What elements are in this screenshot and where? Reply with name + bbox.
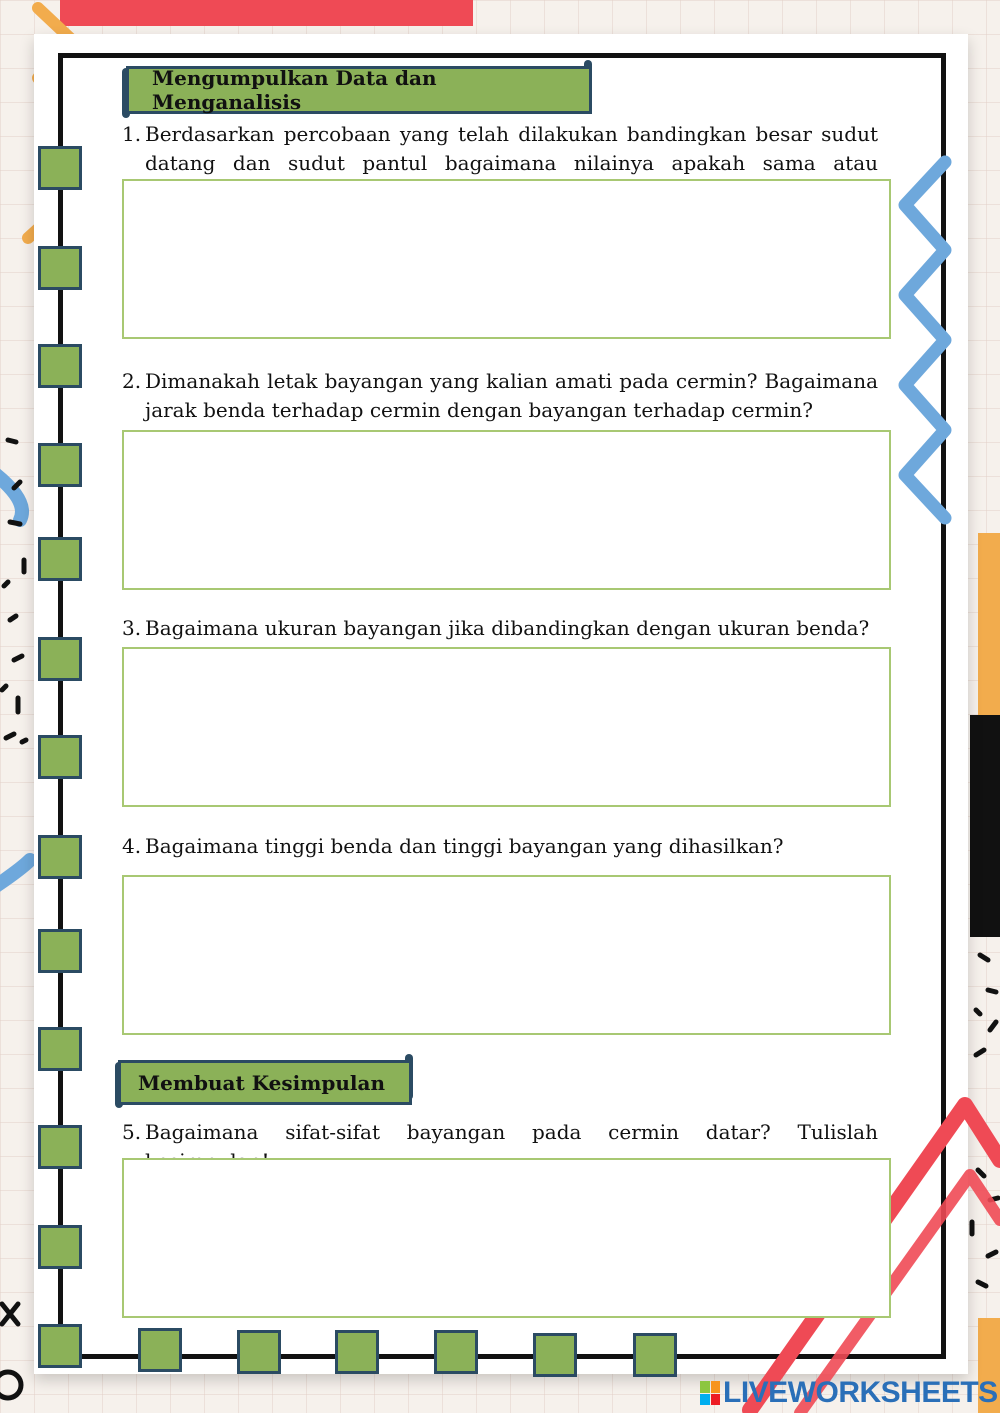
question-number: 4. <box>122 834 142 858</box>
question-text: Bagaimana tinggi benda dan tinggi bayangan yang dihasilkan? <box>145 834 784 858</box>
binder-square <box>533 1333 577 1377</box>
binder-square <box>633 1333 677 1377</box>
section-title-analysis: Mengumpulkan Data dan Menganalisis <box>152 66 437 114</box>
question-number: 2. <box>122 369 142 393</box>
question-text: Dimanakah letak bayangan yang kalian amati pada cermin? Bagaimana jarak benda terhadap cermin dengan bayangan terhadap cermin? <box>145 369 878 422</box>
answer-box-4[interactable] <box>122 875 891 1035</box>
binder-square <box>38 344 82 388</box>
section-banner-analysis <box>126 66 592 114</box>
binder-square <box>38 246 82 290</box>
binder-square <box>38 835 82 879</box>
question-number: 5. <box>122 1120 142 1144</box>
question-number: 3. <box>122 616 142 640</box>
liveworksheets-logo-icon <box>700 1381 720 1405</box>
binder-square <box>38 1324 82 1368</box>
question-text: Bagaimana sifat-sifat bayangan pada cermin datar? Tulislah <box>145 1120 878 1144</box>
section-title-conclusion: Membuat Kesimpulan <box>138 1070 386 1095</box>
binder-square <box>138 1328 182 1372</box>
watermark-text: LIVEWORKSHEETS <box>723 1376 998 1409</box>
answer-box-2[interactable] <box>122 430 891 590</box>
answer-box-1[interactable] <box>122 179 891 339</box>
question-4 <box>122 832 878 861</box>
blue-zigzag-decoration <box>890 150 960 530</box>
binder-square <box>38 443 82 487</box>
question-text: Berdasarkan percobaan yang telah dilakukan bandingkan besar sudut datang dan sudut pantul bagaimana nilainya apakah sama atau <box>145 122 878 175</box>
binder-square <box>38 1225 82 1269</box>
binder-square <box>38 637 82 681</box>
liveworksheets-watermark[interactable] <box>700 1376 998 1410</box>
answer-box-3[interactable] <box>122 647 891 807</box>
binder-square <box>38 1125 82 1169</box>
section-banner-conclusion <box>118 1060 412 1105</box>
binder-square <box>237 1330 281 1374</box>
question-3 <box>122 614 878 643</box>
question-2 <box>122 367 878 425</box>
question-text: Bagaimana ukuran bayangan jika dibandingkan dengan ukuran benda? <box>145 616 870 640</box>
binder-square <box>335 1330 379 1374</box>
question-number: 1. <box>122 122 142 146</box>
binder-square <box>38 735 82 779</box>
binder-square <box>38 929 82 973</box>
binder-square <box>38 1027 82 1071</box>
binder-square <box>434 1330 478 1374</box>
binder-square <box>38 537 82 581</box>
binder-square <box>38 146 82 190</box>
answer-box-5[interactable] <box>122 1158 891 1318</box>
